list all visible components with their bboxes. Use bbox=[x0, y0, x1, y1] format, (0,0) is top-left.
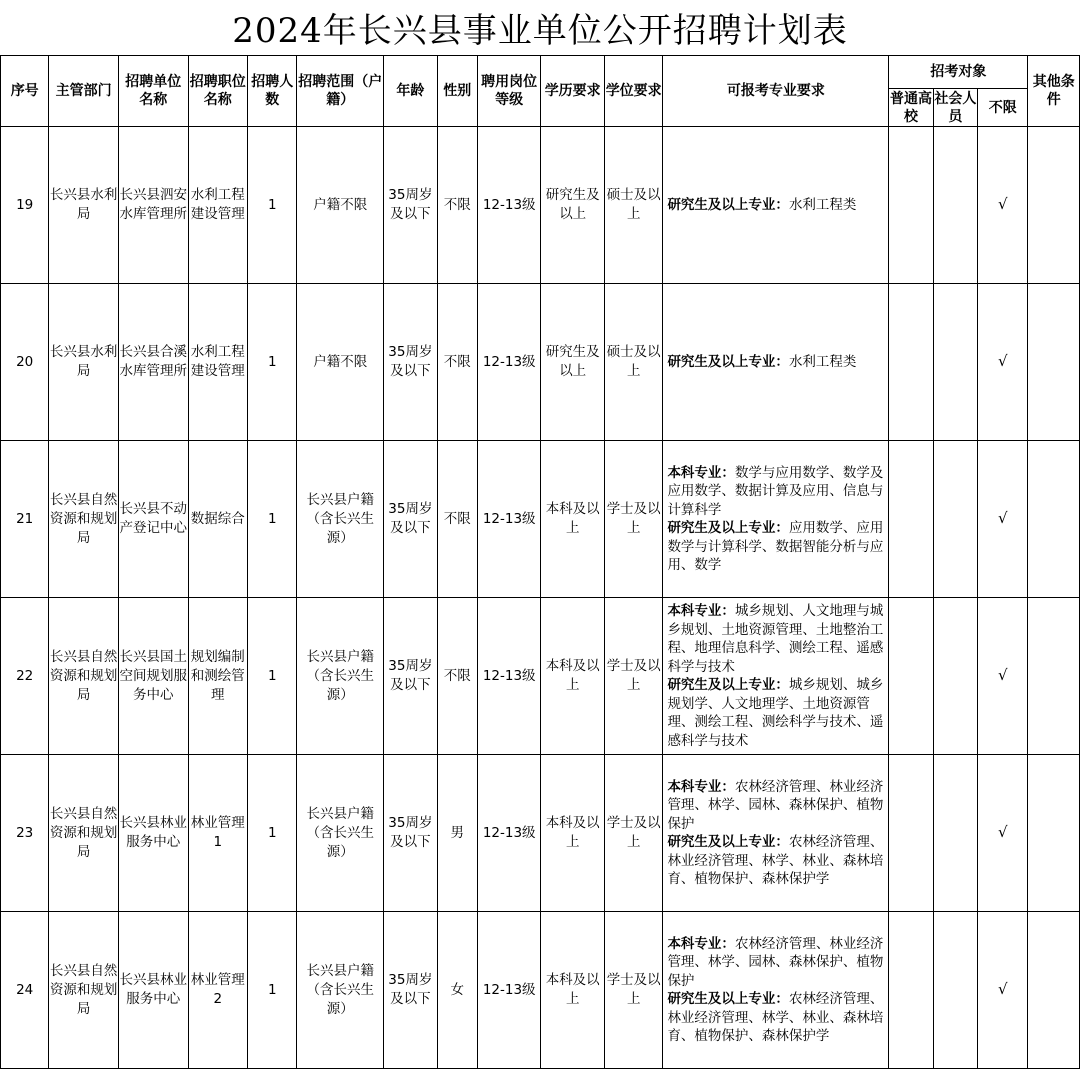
cell-edu: 研究生及以上 bbox=[541, 127, 605, 284]
major-list: 水利工程类 bbox=[788, 196, 857, 213]
cell-gender: 不限 bbox=[437, 284, 477, 441]
cell-no: 24 bbox=[1, 912, 49, 1069]
check-mark-icon: √ bbox=[997, 195, 1008, 213]
major-entry bbox=[667, 676, 885, 750]
cell-major bbox=[663, 912, 889, 1069]
header-post: 招聘职位名称 bbox=[188, 56, 247, 127]
cell-dept: 长兴县自然资源和规划局 bbox=[49, 598, 119, 755]
major-level-label: 本科专业： bbox=[667, 935, 735, 952]
cell-level: 12-13级 bbox=[477, 598, 541, 755]
cell-gender: 女 bbox=[437, 912, 477, 1069]
cell-target-college bbox=[889, 284, 933, 441]
cell-scope: 户籍不限 bbox=[297, 127, 384, 284]
cell-age: 35周岁及以下 bbox=[384, 598, 437, 755]
cell-post: 林业管理2 bbox=[188, 912, 247, 1069]
cell-no: 22 bbox=[1, 598, 49, 755]
page-title: 2024年长兴县事业单位公开招聘计划表 bbox=[232, 11, 848, 51]
cell-dept: 长兴县自然资源和规划局 bbox=[49, 441, 119, 598]
cell-dept: 长兴县水利局 bbox=[49, 284, 119, 441]
cell-unit: 长兴县林业服务中心 bbox=[118, 755, 188, 912]
cell-major bbox=[663, 755, 889, 912]
cell-target-social bbox=[933, 912, 977, 1069]
major-list: 农林经济管理、林业经济管理、林学、园林、森林保护、植物保护 bbox=[667, 778, 884, 832]
table-row bbox=[1, 284, 1080, 441]
cell-edu: 本科及以上 bbox=[541, 598, 605, 755]
major-level-label: 研究生及以上专业： bbox=[667, 520, 789, 536]
cell-no: 20 bbox=[1, 284, 49, 441]
cell-dept: 长兴县自然资源和规划局 bbox=[49, 912, 119, 1069]
cell-target-college bbox=[889, 127, 933, 284]
cell-target-college bbox=[889, 441, 933, 598]
cell-gender: 男 bbox=[437, 755, 477, 912]
major-list: 水利工程类 bbox=[788, 353, 857, 370]
major-entry bbox=[667, 353, 885, 372]
check-mark-icon: √ bbox=[997, 509, 1008, 527]
major-entry bbox=[667, 990, 885, 1046]
check-mark-icon: √ bbox=[997, 980, 1008, 998]
cell-no: 21 bbox=[1, 441, 49, 598]
table-row bbox=[1, 598, 1080, 755]
cell-other bbox=[1028, 598, 1080, 755]
cell-degree: 学士及以上 bbox=[604, 912, 662, 1069]
major-level-label: 研究生及以上专业： bbox=[667, 196, 789, 213]
cell-target-any bbox=[978, 755, 1028, 912]
table-row bbox=[1, 441, 1080, 598]
cell-target-social bbox=[933, 441, 977, 598]
header-count: 招聘人数 bbox=[248, 56, 297, 127]
header-target-social: 社会人员 bbox=[934, 90, 977, 125]
cell-level: 12-13级 bbox=[477, 912, 541, 1069]
header-degree: 学位要求 bbox=[604, 56, 662, 127]
header-target-college: 普通高校 bbox=[889, 90, 932, 125]
cell-no: 19 bbox=[1, 127, 49, 284]
cell-target-college bbox=[889, 755, 933, 912]
major-list: 数学与应用数学、数学及应用数学、数据计算及应用、信息与计算科学 bbox=[667, 464, 884, 518]
cell-level: 12-13级 bbox=[477, 755, 541, 912]
major-level-label: 研究生及以上专业： bbox=[667, 834, 789, 850]
cell-level: 12-13级 bbox=[477, 441, 541, 598]
cell-age: 35周岁及以下 bbox=[384, 441, 437, 598]
cell-degree: 硕士及以上 bbox=[604, 127, 662, 284]
cell-other bbox=[1028, 755, 1080, 912]
major-entry bbox=[667, 519, 885, 575]
cell-unit: 长兴县林业服务中心 bbox=[118, 912, 188, 1069]
cell-degree: 硕士及以上 bbox=[604, 284, 662, 441]
cell-target-any bbox=[978, 598, 1028, 755]
cell-dept: 长兴县自然资源和规划局 bbox=[49, 755, 119, 912]
header-dept: 主管部门 bbox=[49, 56, 119, 127]
cell-count: 1 bbox=[248, 755, 297, 912]
recruitment-table bbox=[0, 55, 1080, 1069]
major-level-label: 研究生及以上专业： bbox=[667, 353, 789, 370]
cell-degree: 学士及以上 bbox=[604, 755, 662, 912]
cell-edu: 本科及以上 bbox=[541, 755, 605, 912]
cell-target-social bbox=[933, 598, 977, 755]
cell-target-college bbox=[889, 912, 933, 1069]
header-age: 年龄 bbox=[384, 56, 437, 127]
cell-level: 12-13级 bbox=[477, 284, 541, 441]
cell-count: 1 bbox=[248, 441, 297, 598]
major-list: 农林经济管理、林业经济管理、林学、林业、森林培育、植物保护、森林保护学 bbox=[667, 834, 884, 887]
cell-no: 23 bbox=[1, 755, 49, 912]
major-entry bbox=[667, 833, 885, 889]
major-list: 城乡规划、城乡规划学、人文地理学、土地资源管理、测绘工程、测绘科学与技术、遥感科学与技术 bbox=[667, 677, 884, 749]
cell-degree: 学士及以上 bbox=[604, 441, 662, 598]
major-list: 农林经济管理、林业经济管理、林学、园林、森林保护、植物保护 bbox=[667, 935, 884, 989]
major-level-label: 本科专业： bbox=[667, 603, 735, 619]
check-mark-icon: √ bbox=[997, 352, 1008, 370]
cell-target-college bbox=[889, 598, 933, 755]
cell-target-social bbox=[933, 755, 977, 912]
header-edu: 学历要求 bbox=[541, 56, 605, 127]
header-level: 聘用岗位等级 bbox=[477, 56, 541, 127]
cell-age: 35周岁及以下 bbox=[384, 284, 437, 441]
cell-other bbox=[1028, 912, 1080, 1069]
major-entry bbox=[667, 602, 885, 676]
header-gender: 性别 bbox=[437, 56, 477, 127]
cell-target-social bbox=[933, 284, 977, 441]
cell-scope: 长兴县户籍（含长兴生源） bbox=[297, 598, 384, 755]
cell-other bbox=[1028, 127, 1080, 284]
major-level-label: 本科专业： bbox=[667, 778, 735, 795]
cell-post: 水利工程建设管理 bbox=[188, 284, 247, 441]
cell-major bbox=[663, 441, 889, 598]
cell-edu: 本科及以上 bbox=[541, 912, 605, 1069]
cell-degree: 学士及以上 bbox=[604, 598, 662, 755]
cell-count: 1 bbox=[248, 127, 297, 284]
cell-age: 35周岁及以下 bbox=[384, 127, 437, 284]
header-unit: 招聘单位名称 bbox=[118, 56, 188, 127]
major-entry bbox=[667, 935, 885, 991]
header-major: 可报考专业要求 bbox=[663, 56, 889, 127]
major-entry bbox=[667, 196, 885, 215]
major-list: 农林经济管理、林业经济管理、林学、林业、森林培育、植物保护、森林保护学 bbox=[667, 991, 884, 1044]
cell-post: 数据综合 bbox=[188, 441, 247, 598]
table-row bbox=[1, 127, 1080, 284]
cell-unit: 长兴县合溪水库管理所 bbox=[118, 284, 188, 441]
cell-count: 1 bbox=[248, 284, 297, 441]
cell-gender: 不限 bbox=[437, 441, 477, 598]
major-list: 应用数学、应用数学与计算科学、数据智能分析与应用、数学 bbox=[667, 520, 884, 573]
cell-post: 水利工程建设管理 bbox=[188, 127, 247, 284]
cell-level: 12-13级 bbox=[477, 127, 541, 284]
cell-count: 1 bbox=[248, 598, 297, 755]
cell-edu: 本科及以上 bbox=[541, 441, 605, 598]
cell-other bbox=[1028, 441, 1080, 598]
header-scope: 招聘范围（户籍） bbox=[297, 56, 384, 127]
cell-unit: 长兴县泗安水库管理所 bbox=[118, 127, 188, 284]
major-entry bbox=[667, 464, 885, 520]
cell-dept: 长兴县水利局 bbox=[49, 127, 119, 284]
header-no: 序号 bbox=[1, 56, 49, 127]
cell-target-any bbox=[978, 912, 1028, 1069]
major-list: 城乡规划、人文地理与城乡规划、土地资源管理、土地整治工程、地理信息科学、测绘工程、遥感科学与技术 bbox=[667, 603, 884, 675]
check-mark-icon: √ bbox=[997, 823, 1008, 841]
cell-major bbox=[663, 284, 889, 441]
cell-post: 林业管理1 bbox=[188, 755, 247, 912]
header-target-any: 不限 bbox=[978, 89, 1028, 127]
major-level-label: 研究生及以上专业： bbox=[667, 677, 789, 693]
header-other: 其他条件 bbox=[1028, 56, 1080, 127]
cell-unit: 长兴县不动产登记中心 bbox=[118, 441, 188, 598]
major-entry bbox=[667, 778, 885, 834]
table-row bbox=[1, 755, 1080, 912]
cell-target-any bbox=[978, 127, 1028, 284]
cell-scope: 户籍不限 bbox=[297, 284, 384, 441]
cell-target-any bbox=[978, 284, 1028, 441]
cell-scope: 长兴县户籍（含长兴生源） bbox=[297, 912, 384, 1069]
cell-post: 规划编制和测绘管理 bbox=[188, 598, 247, 755]
cell-gender: 不限 bbox=[437, 127, 477, 284]
cell-count: 1 bbox=[248, 912, 297, 1069]
cell-scope: 长兴县户籍（含长兴生源） bbox=[297, 755, 384, 912]
cell-other bbox=[1028, 284, 1080, 441]
cell-major bbox=[663, 598, 889, 755]
check-mark-icon: √ bbox=[997, 666, 1008, 684]
major-level-label: 本科专业： bbox=[667, 464, 735, 481]
cell-scope: 长兴县户籍（含长兴生源） bbox=[297, 441, 384, 598]
cell-target-any bbox=[978, 441, 1028, 598]
header-target: 招考对象 bbox=[889, 56, 1028, 89]
cell-age: 35周岁及以下 bbox=[384, 912, 437, 1069]
major-level-label: 研究生及以上专业： bbox=[667, 991, 789, 1007]
cell-target-social bbox=[933, 127, 977, 284]
cell-gender: 不限 bbox=[437, 598, 477, 755]
cell-age: 35周岁及以下 bbox=[384, 755, 437, 912]
cell-edu: 研究生及以上 bbox=[541, 284, 605, 441]
cell-major bbox=[663, 127, 889, 284]
table-row bbox=[1, 912, 1080, 1069]
cell-unit: 长兴县国土空间规划服务中心 bbox=[118, 598, 188, 755]
